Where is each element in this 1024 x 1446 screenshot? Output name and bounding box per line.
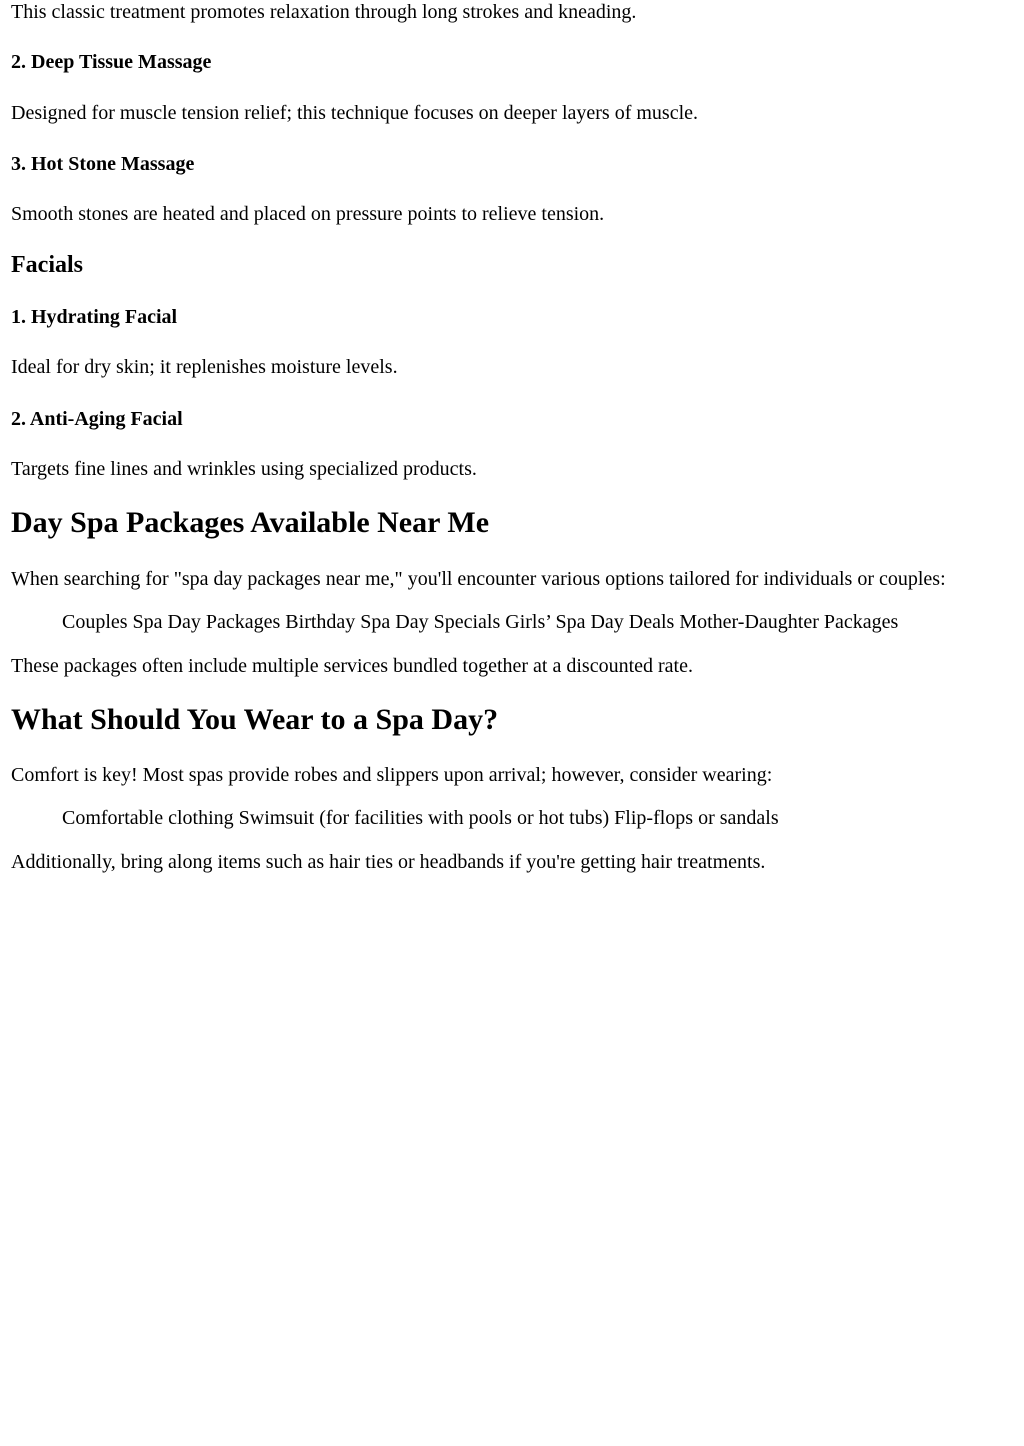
deep-tissue-heading: 2. Deep Tissue Massage: [11, 51, 212, 73]
list-item: Mother-Daughter Packages: [679, 611, 899, 633]
list-item: Birthday Spa Day Specials: [285, 611, 501, 633]
hot-stone-heading: 3. Hot Stone Massage: [11, 153, 195, 175]
list-item: Swimsuit (for facilities with pools or hot tubs): [238, 807, 610, 829]
packages-heading: Day Spa Packages Available Near Me: [11, 506, 490, 539]
wear-heading: What Should You Wear to a Spa Day?: [11, 703, 499, 736]
packages-intro: When searching for "spa day packages near me," you'll encounter various options tailored for individuals or couples:: [11, 568, 946, 590]
wear-intro: Comfort is key! Most spas provide robes and slippers upon arrival; however, consider wearing:: [11, 764, 773, 786]
list-item: Flip-flops or sandals: [614, 807, 779, 829]
anti-aging-facial-text: Targets fine lines and wrinkles using specialized products.: [11, 458, 477, 480]
hot-stone-text: Smooth stones are heated and placed on pressure points to relieve tension.: [11, 203, 605, 225]
facials-heading: Facials: [11, 252, 83, 278]
intro-paragraph: This classic treatment promotes relaxation through long strokes and kneading.: [11, 1, 637, 23]
packages-list: [11, 610, 898, 634]
anti-aging-facial-heading: 2. Anti-Aging Facial: [11, 408, 183, 430]
wear-list: [11, 806, 779, 830]
hydrating-facial-text: Ideal for dry skin; it replenishes moisture levels.: [11, 356, 398, 378]
list-item: Girls’ Spa Day Deals: [505, 611, 675, 633]
wear-outro: Additionally, bring along items such as hair ties or headbands if you're getting hair treatments.: [11, 851, 766, 873]
hydrating-facial-heading: 1. Hydrating Facial: [11, 306, 178, 328]
list-item: Comfortable clothing: [62, 807, 234, 829]
deep-tissue-text: Designed for muscle tension relief; this technique focuses on deeper layers of muscle.: [11, 102, 699, 124]
packages-outro: These packages often include multiple services bundled together at a discounted rate.: [11, 655, 693, 677]
list-item: Couples Spa Day Packages: [62, 611, 281, 633]
